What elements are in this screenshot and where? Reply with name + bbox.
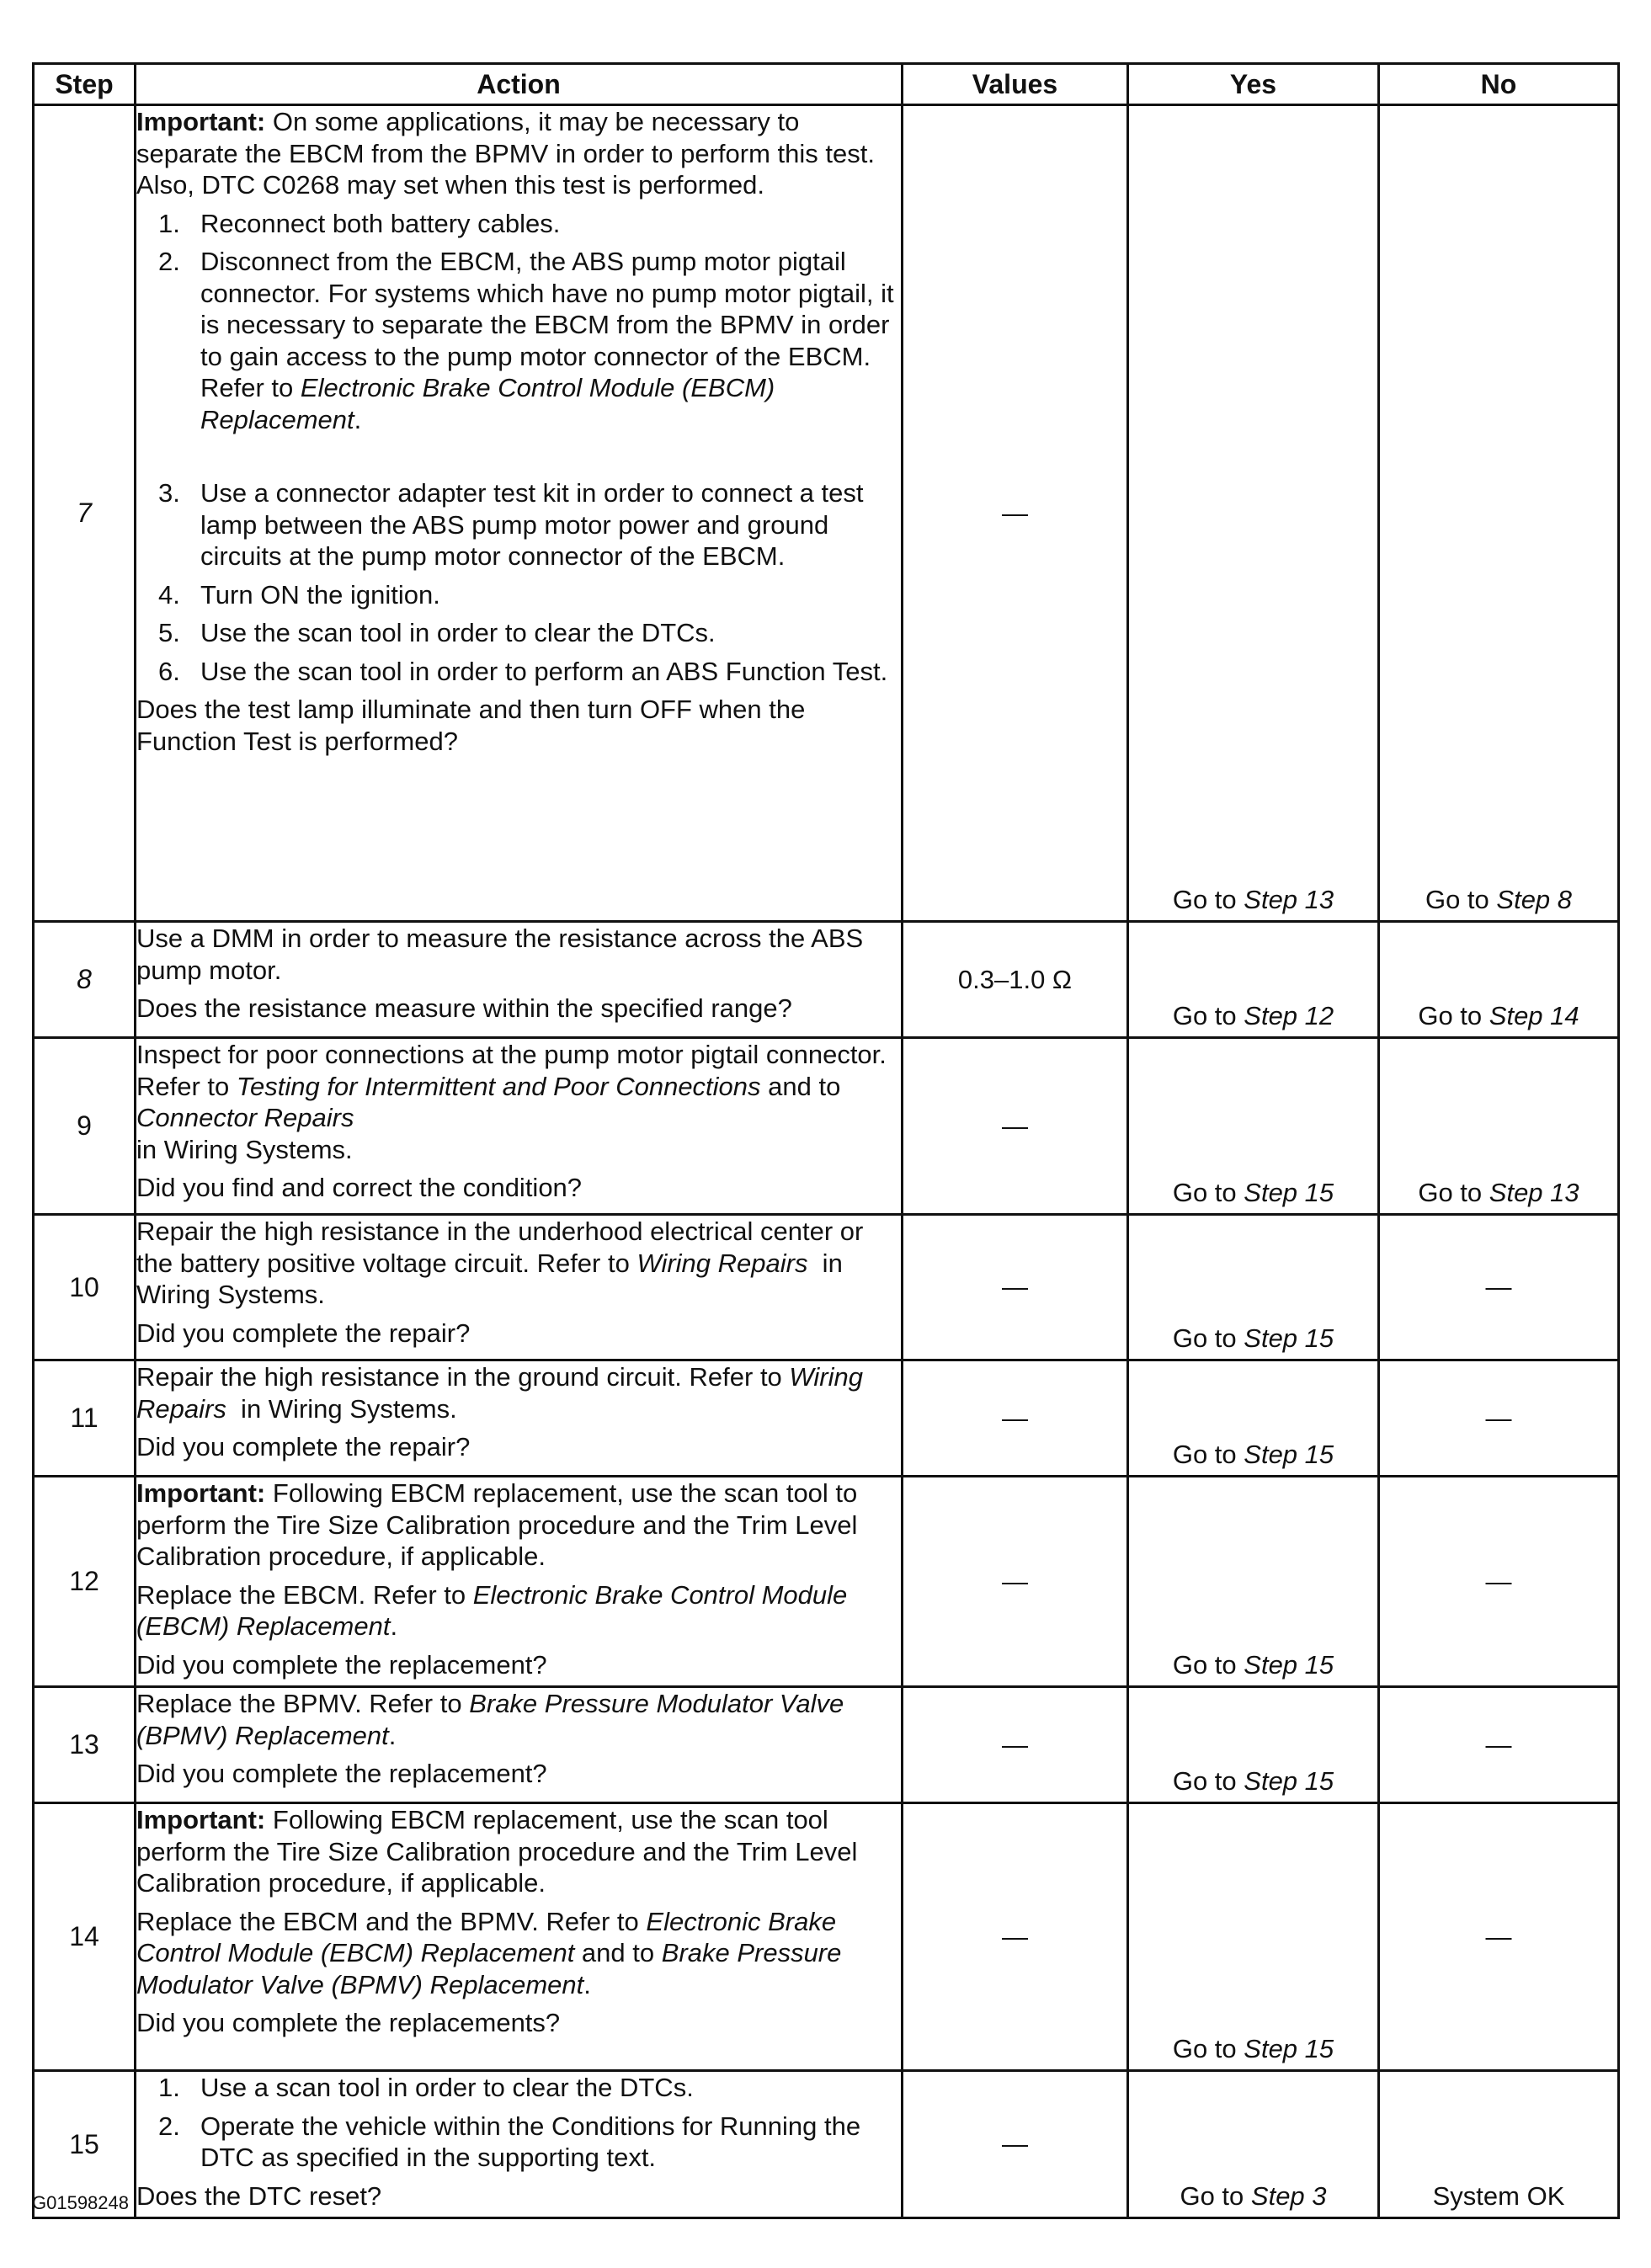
action-cell xyxy=(136,922,903,1038)
values-cell: — xyxy=(903,1803,1128,2071)
reference-link[interactable]: Electronic Brake Control Module (EBCM) Replacement xyxy=(136,1579,848,1641)
yes-cell xyxy=(1128,1687,1379,1803)
text-run: Replace the EBCM. Refer to xyxy=(136,1579,473,1610)
important-text: Following EBCM replacement, use the scan tool to perform the Tire Size Calibration procedure and the Trim Level Calibration procedure, if applicable. xyxy=(136,1478,858,1571)
important-note xyxy=(136,1477,901,1573)
action-text xyxy=(136,1216,901,1311)
goto-prefix: Go to xyxy=(1172,1649,1244,1680)
header-action: Action xyxy=(136,64,903,105)
item-text: . xyxy=(354,404,362,434)
question-text: Does the DTC reset? xyxy=(136,2180,382,2211)
item-number: 1. xyxy=(158,2073,180,2102)
action-cell xyxy=(136,1360,903,1477)
text-run: in Wiring Systems. xyxy=(136,1248,850,1309)
text-run: . xyxy=(388,1720,397,1750)
yes-cell xyxy=(1128,1215,1379,1360)
no-goto[interactable] xyxy=(1380,1177,1617,1209)
text-run: Repair the high resistance in the ground circuit. Refer to xyxy=(136,1362,790,1392)
goto-step-ref: Step 14 xyxy=(1489,1000,1579,1030)
text-run: Inspect for poor connections at the pump motor pigtail connector. Refer to xyxy=(136,1040,887,1101)
values-cell: — xyxy=(903,1215,1128,1360)
question-text: Does the test lamp illuminate and then turn OFF when the Function Test is performed? xyxy=(136,695,806,756)
goto-step-ref: Step 3 xyxy=(1250,2180,1327,2211)
action-cell xyxy=(136,105,903,922)
values-cell: — xyxy=(903,1477,1128,1687)
yes-cell xyxy=(1128,105,1379,922)
question-text: Did you complete the repair? xyxy=(136,1318,471,1348)
procedure-list xyxy=(136,208,901,688)
no-goto[interactable] xyxy=(1380,884,1617,916)
step-number: 15 xyxy=(34,2071,136,2218)
table-row xyxy=(34,922,1619,1038)
action-text xyxy=(136,1579,901,1642)
item-text: Use the scan tool in order to perform an ABS Function Test. xyxy=(200,656,888,686)
item-text: Use a scan tool in order to clear the DTCs. xyxy=(200,2073,694,2102)
item-number: 1. xyxy=(158,208,180,238)
values-cell: 0.3–1.0 Ω xyxy=(903,922,1128,1038)
no-cell: — xyxy=(1379,1803,1619,2071)
item-text: Reconnect both battery cables. xyxy=(200,208,561,238)
goto-prefix: Go to xyxy=(1172,1177,1244,1207)
table-row xyxy=(34,1687,1619,1803)
no-cell xyxy=(1379,1038,1619,1215)
action-cell xyxy=(136,2071,903,2218)
figure-id: G01598248 xyxy=(32,2192,129,2213)
text-run: and to xyxy=(574,1938,662,1967)
procedure-list xyxy=(136,2072,901,2174)
action-text xyxy=(136,1906,901,2001)
reference-link[interactable]: Electronic Brake Control Module (EBCM) Replacement xyxy=(136,1906,837,1967)
yes-goto[interactable] xyxy=(1129,884,1377,916)
table-row xyxy=(34,105,1619,922)
values-cell: — xyxy=(903,1687,1128,1803)
important-note xyxy=(136,1804,901,1899)
goto-step-ref: Step 13 xyxy=(1244,884,1334,914)
question-text: Did you complete the repair? xyxy=(136,1432,471,1461)
goto-step-ref: Step 12 xyxy=(1244,1000,1334,1030)
action-text xyxy=(136,1688,901,1751)
reference-link[interactable]: Wiring Repairs xyxy=(136,1362,863,1424)
text-run: and to xyxy=(760,1071,841,1101)
goto-step-ref: Step 8 xyxy=(1496,884,1573,914)
no-goto[interactable] xyxy=(1380,2180,1617,2212)
list-item xyxy=(136,477,901,572)
important-text: On some applications, it may be necessary to separate the EBCM from the BPMV in order to perform this test. Also, DTC C0268 may set when this test is performed. xyxy=(136,107,875,200)
step-number: 13 xyxy=(34,1687,136,1803)
text-run: Replace the BPMV. Refer to xyxy=(136,1689,470,1718)
text-run: in Wiring Systems. xyxy=(136,1134,353,1164)
list-item xyxy=(136,617,901,649)
list-item xyxy=(136,246,901,435)
item-number: 6. xyxy=(158,656,180,686)
goto-prefix: System OK xyxy=(1432,2180,1565,2211)
values-cell: — xyxy=(903,105,1128,922)
action-cell xyxy=(136,1038,903,1215)
reference-link[interactable]: Brake Pressure Modulator Valve (BPMV) Replacement xyxy=(136,1938,842,1999)
action-cell xyxy=(136,1477,903,1687)
item-text: Operate the vehicle within the Conditions for Running the DTC as specified in the supporting text. xyxy=(200,2111,861,2172)
header-step: Step xyxy=(34,64,136,105)
goto-prefix: Go to xyxy=(1180,2180,1251,2211)
list-item xyxy=(136,2072,901,2104)
yes-goto[interactable] xyxy=(1129,1649,1377,1681)
goto-prefix: Go to xyxy=(1172,884,1244,914)
text-run: . xyxy=(583,1969,591,1999)
item-number: 5. xyxy=(158,618,180,647)
yes-cell xyxy=(1128,922,1379,1038)
reference-link[interactable]: Brake Pressure Modulator Valve (BPMV) Replacement xyxy=(136,1689,844,1750)
question-text: Did you complete the replacements? xyxy=(136,2008,561,2037)
values-cell: — xyxy=(903,1360,1128,1477)
goto-step-ref: Step 15 xyxy=(1244,2033,1334,2063)
yes-cell xyxy=(1128,1803,1379,2071)
yes-goto[interactable] xyxy=(1129,1765,1377,1797)
item-number: 2. xyxy=(158,2111,180,2141)
no-cell: — xyxy=(1379,1360,1619,1477)
reference-link[interactable]: Testing for Intermittent and Poor Connections xyxy=(236,1071,761,1101)
action-cell xyxy=(136,1803,903,2071)
no-cell xyxy=(1379,2071,1619,2218)
step-number: 9 xyxy=(34,1038,136,1215)
important-text: Following EBCM replacement, use the scan tool perform the Tire Size Calibration procedure and the Trim Level Calibration procedure, if applicable. xyxy=(136,1805,858,1898)
item-text: Disconnect from the EBCM, the ABS pump motor pigtail connector. For systems which have no pump motor pigtail, it is necessary to separate the EBCM from the BPMV in order to gain access to the pump motor connector of the EBCM. Refer to xyxy=(200,247,894,402)
no-cell: — xyxy=(1379,1687,1619,1803)
question-text: Did you find and correct the condition? xyxy=(136,1173,583,1202)
table-row xyxy=(34,1215,1619,1360)
goto-prefix: Go to xyxy=(1172,1439,1244,1469)
goto-prefix: Go to xyxy=(1172,2033,1244,2063)
item-text: Use the scan tool in order to clear the DTCs. xyxy=(200,618,716,647)
yes-goto[interactable] xyxy=(1129,1323,1377,1355)
step-number: 14 xyxy=(34,1803,136,2071)
list-item xyxy=(136,656,901,688)
step-number: 8 xyxy=(34,922,136,1038)
text-run: Replace the EBCM and the BPMV. Refer to xyxy=(136,1906,647,1936)
yes-goto[interactable] xyxy=(1129,2180,1377,2212)
yes-goto[interactable] xyxy=(1129,1439,1377,1471)
goto-prefix: Go to xyxy=(1172,1765,1244,1796)
table-row xyxy=(34,1477,1619,1687)
item-number: 4. xyxy=(158,579,180,610)
yes-goto[interactable] xyxy=(1129,1000,1377,1032)
header-row xyxy=(34,64,1619,105)
reference-link[interactable]: Connector Repairs xyxy=(136,1103,354,1132)
reference-link[interactable]: Electronic Brake Control Module (EBCM) Replacement xyxy=(200,373,775,434)
goto-prefix: Go to xyxy=(1425,884,1497,914)
yes-goto[interactable] xyxy=(1129,1177,1377,1209)
values-cell: — xyxy=(903,1038,1128,1215)
action-text xyxy=(136,1039,901,1165)
action-text xyxy=(136,1361,901,1424)
important-label: Important: xyxy=(136,107,266,136)
step-number: 12 xyxy=(34,1477,136,1687)
goto-step-ref: Step 15 xyxy=(1244,1439,1334,1469)
action-text: Use a DMM in order to measure the resistance across the ABS pump motor. xyxy=(136,924,864,985)
values-cell: — xyxy=(903,2071,1128,2218)
goto-step-ref: Step 15 xyxy=(1244,1323,1334,1353)
header-values: Values xyxy=(903,64,1128,105)
list-item xyxy=(136,208,901,240)
important-note xyxy=(136,106,901,201)
list-item xyxy=(136,2111,901,2174)
step-number: 7 xyxy=(34,105,136,922)
header-no: No xyxy=(1379,64,1619,105)
goto-prefix: Go to xyxy=(1172,1000,1244,1030)
item-text: Use a connector adapter test kit in order to connect a test lamp between the ABS pump motor power and ground circuits at the pump motor connector of the EBCM. xyxy=(200,478,864,571)
step-number: 10 xyxy=(34,1215,136,1360)
item-number: 3. xyxy=(158,478,180,508)
goto-step-ref: Step 15 xyxy=(1244,1649,1334,1680)
yes-cell xyxy=(1128,1360,1379,1477)
table-row xyxy=(34,2071,1619,2218)
reference-link[interactable]: Wiring Repairs xyxy=(636,1248,808,1278)
item-number: 2. xyxy=(158,247,180,276)
list-item xyxy=(136,579,901,611)
table-row xyxy=(34,1038,1619,1215)
text-run: . xyxy=(390,1611,398,1641)
text-run: Repair the high resistance in the underhood electrical center or the battery positive voltage circuit. Refer to xyxy=(136,1217,864,1278)
diagnostic-table xyxy=(32,62,1620,2219)
question-text: Does the resistance measure within the specified range? xyxy=(136,993,792,1023)
no-goto[interactable] xyxy=(1380,1000,1617,1032)
goto-prefix: Go to xyxy=(1172,1323,1244,1353)
goto-step-ref: Step 13 xyxy=(1489,1177,1579,1207)
item-text: Turn ON the ignition. xyxy=(200,579,440,610)
important-label: Important: xyxy=(136,1478,266,1508)
action-cell xyxy=(136,1687,903,1803)
table-row xyxy=(34,1803,1619,2071)
step-number: 11 xyxy=(34,1360,136,1477)
yes-goto[interactable] xyxy=(1129,2033,1377,2065)
yes-cell xyxy=(1128,1477,1379,1687)
important-label: Important: xyxy=(136,1805,266,1834)
goto-prefix: Go to xyxy=(1418,1000,1489,1030)
no-cell: — xyxy=(1379,1215,1619,1360)
header-yes: Yes xyxy=(1128,64,1379,105)
no-cell xyxy=(1379,922,1619,1038)
goto-step-ref: Step 15 xyxy=(1244,1765,1334,1796)
action-cell xyxy=(136,1215,903,1360)
yes-cell xyxy=(1128,2071,1379,2218)
question-text: Did you complete the replacement? xyxy=(136,1759,547,1788)
question-text: Did you complete the replacement? xyxy=(136,1649,547,1680)
no-cell: — xyxy=(1379,1477,1619,1687)
no-cell xyxy=(1379,105,1619,922)
goto-prefix: Go to xyxy=(1418,1177,1489,1207)
table-row xyxy=(34,1360,1619,1477)
yes-cell xyxy=(1128,1038,1379,1215)
text-run: in Wiring Systems. xyxy=(226,1393,457,1424)
goto-step-ref: Step 15 xyxy=(1244,1177,1334,1207)
